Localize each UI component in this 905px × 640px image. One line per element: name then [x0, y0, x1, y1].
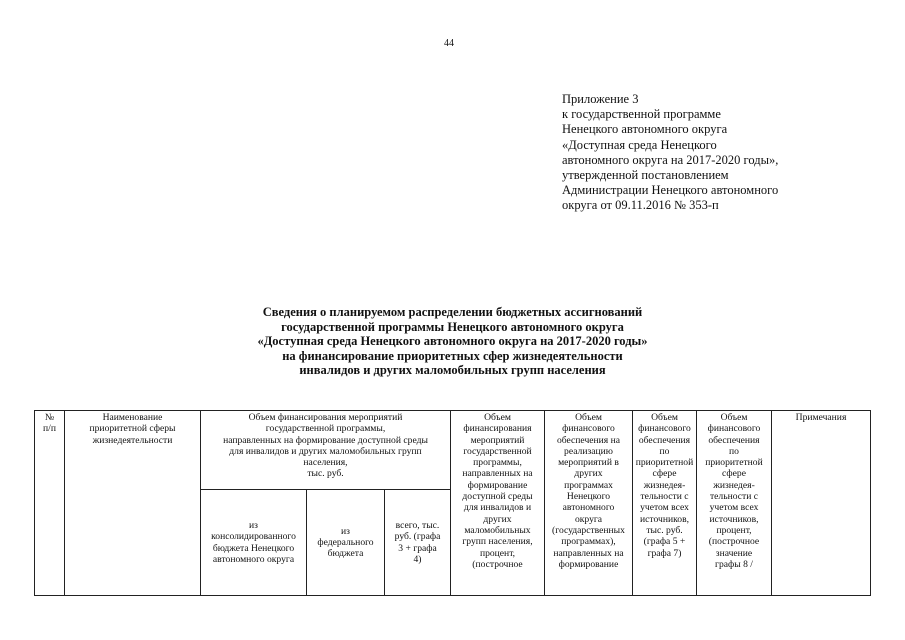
appendix-line: Администрации Ненецкого автономного [562, 183, 779, 198]
title-line: Сведения о планируемом распределении бюджетных ассигнований [262, 305, 643, 319]
title-line: на финансирование приоритетных сфер жизнедеятельности [282, 348, 623, 363]
header-cell-other-programs: Объем финансового обеспечения на реализацию мероприятий в других программах Ненецкого автономного округа (государственных программах), направленных на формирование [545, 411, 633, 596]
appendix-heading [562, 92, 778, 214]
appendix-line: Ненецкого автономного округа [562, 122, 728, 137]
title-line: государственной программы Ненецкого автономного округа [281, 319, 624, 334]
appendix-line: к государственной программе [562, 107, 721, 122]
table-header-row [35, 411, 871, 490]
header-cell-number: № п/п [35, 411, 65, 596]
title-line: «Доступная среда Ненецкого автономного округа на 2017-2020 годы» [257, 334, 648, 349]
page-number: 44 [444, 38, 454, 49]
header-cell-total: всего, тыс. руб. (графа 3 + графа 4) [385, 490, 451, 596]
document-title [200, 305, 705, 378]
appendix-line: «Доступная среда Ненецкого [562, 137, 717, 152]
appendix-line: Приложение 3 [562, 92, 639, 106]
appendix-line: округа от 09.11.2016 № 353-п [562, 198, 719, 213]
header-cell-notes: Примечания [772, 411, 871, 596]
title-line: инвалидов и других маломобильных групп населения [299, 363, 606, 378]
header-cell-all-sources-percent: Объем финансового обеспечения по приоритетной сфере жизнедея- тельности с учетом всех источников, процент, (построчное значение графы 8 / [697, 411, 772, 596]
budget-allocation-table [34, 410, 871, 596]
appendix-line: автономного округа на 2017-2020 годы», [562, 152, 779, 167]
appendix-line: утвержденной постановлением [562, 168, 729, 183]
header-cell-consolidated-budget: из консолидированного бюджета Ненецкого автономного округа [201, 490, 307, 596]
header-cell-sphere: Наименование приоритетной сферы жизнедеятельности [65, 411, 201, 596]
header-cell-all-sources: Объем финансового обеспечения по приоритетной сфере жизнедея- тельности с учетом всех источников, тыс. руб. (графа 5 + графа 7) [633, 411, 697, 596]
header-cell-federal-budget: из федерального бюджета [307, 490, 385, 596]
header-cell-volume-group: Объем финансирования мероприятий государственной программы, направленных на формирование доступной среды для инвалидов и других маломобильных групп населения, тыс. руб. [201, 411, 451, 490]
header-cell-share-percent: Объем финансирования мероприятий государственной программы, направленных на формирование доступной среды для инвалидов и других маломобильных групп населения, процент, (построчное [451, 411, 545, 596]
